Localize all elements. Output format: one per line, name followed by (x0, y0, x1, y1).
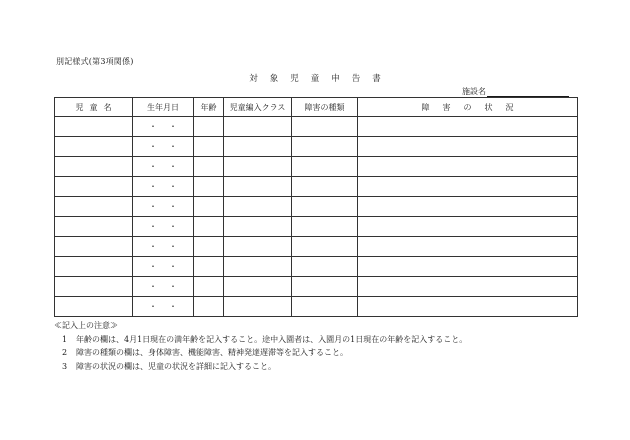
cell-age[interactable] (194, 237, 224, 257)
cell-disability-type[interactable] (292, 277, 358, 297)
cell-birthdate[interactable]: ・・ (133, 257, 194, 277)
document-reference: 別記様式(第3項関係) (56, 57, 134, 66)
cell-birthdate[interactable]: ・・ (133, 117, 194, 137)
cell-age[interactable] (194, 117, 224, 137)
column-header-disability-type: 障害の種類 (292, 98, 358, 117)
cell-age[interactable] (194, 257, 224, 277)
cell-disability-status[interactable] (358, 117, 578, 137)
cell-child-name[interactable] (55, 197, 133, 217)
cell-disability-type[interactable] (292, 217, 358, 237)
note-number: 2 (62, 348, 68, 358)
note-number: 3 (62, 361, 68, 371)
cell-age[interactable] (194, 197, 224, 217)
column-header-birthdate: 生年月日 (133, 98, 194, 117)
note-item (62, 360, 467, 374)
cell-disability-status[interactable] (358, 177, 578, 197)
column-header-disability-status: 障害の状況 (358, 98, 578, 117)
cell-class[interactable] (224, 157, 292, 177)
cell-age[interactable] (194, 217, 224, 237)
table-row (55, 157, 578, 177)
cell-age[interactable] (194, 277, 224, 297)
cell-disability-status[interactable] (358, 197, 578, 217)
cell-child-name[interactable] (55, 117, 133, 137)
cell-birthdate[interactable]: ・・ (133, 197, 194, 217)
note-item (62, 333, 467, 347)
cell-class[interactable] (224, 197, 292, 217)
cell-class[interactable] (224, 217, 292, 237)
cell-disability-type[interactable] (292, 137, 358, 157)
table-row (55, 177, 578, 197)
note-text: 障害の種類の欄は、身体障害、機能障害、精神発達遅滞等を記入すること。 (76, 348, 348, 358)
table-row (55, 277, 578, 297)
cell-class[interactable] (224, 277, 292, 297)
table-row (55, 117, 578, 137)
cell-age[interactable] (194, 157, 224, 177)
page-title: 対象児童申告書 (249, 74, 393, 84)
cell-disability-status[interactable] (358, 157, 578, 177)
cell-child-name[interactable] (55, 137, 133, 157)
notes-heading: ≪記入上の注意≫ (54, 321, 118, 330)
table-row (55, 137, 578, 157)
column-header-child-name: 児童名 (55, 98, 133, 117)
cell-disability-type[interactable] (292, 297, 358, 317)
cell-class[interactable] (224, 137, 292, 157)
cell-disability-type[interactable] (292, 117, 358, 137)
facility-name-field[interactable] (462, 86, 569, 97)
cell-disability-type[interactable] (292, 177, 358, 197)
cell-disability-status[interactable] (358, 217, 578, 237)
cell-disability-status[interactable] (358, 277, 578, 297)
cell-disability-status[interactable] (358, 257, 578, 277)
note-text: 障害の状況の欄は、児童の状況を詳細に記入すること。 (76, 361, 276, 371)
cell-class[interactable] (224, 257, 292, 277)
facility-name-blank-line[interactable] (487, 88, 569, 97)
table-row (55, 217, 578, 237)
cell-child-name[interactable] (55, 217, 133, 237)
cell-child-name[interactable] (55, 257, 133, 277)
cell-disability-status[interactable] (358, 297, 578, 317)
table-row (55, 237, 578, 257)
cell-child-name[interactable] (55, 277, 133, 297)
table-row (55, 257, 578, 277)
cell-age[interactable] (194, 137, 224, 157)
cell-child-name[interactable] (55, 177, 133, 197)
cell-birthdate[interactable]: ・・ (133, 237, 194, 257)
cell-class[interactable] (224, 237, 292, 257)
cell-birthdate[interactable]: ・・ (133, 137, 194, 157)
table-row (55, 197, 578, 217)
table-row (55, 297, 578, 317)
cell-disability-type[interactable] (292, 257, 358, 277)
cell-child-name[interactable] (55, 297, 133, 317)
column-header-age: 年齢 (194, 98, 224, 117)
cell-disability-status[interactable] (358, 237, 578, 257)
entry-notes (54, 319, 467, 373)
note-text: 年齢の欄は、4月1日現在の満年齢を記入すること。途中入園者は、入園月の1日現在の年齢を記入すること。 (76, 334, 468, 344)
table-header-row (55, 98, 578, 117)
cell-birthdate[interactable]: ・・ (133, 177, 194, 197)
cell-disability-status[interactable] (358, 137, 578, 157)
cell-child-name[interactable] (55, 157, 133, 177)
cell-class[interactable] (224, 117, 292, 137)
cell-birthdate[interactable]: ・・ (133, 297, 194, 317)
column-header-class: 児童編入クラス (224, 98, 292, 117)
cell-disability-type[interactable] (292, 197, 358, 217)
note-item (62, 346, 467, 360)
cell-birthdate[interactable]: ・・ (133, 277, 194, 297)
cell-disability-type[interactable] (292, 237, 358, 257)
cell-age[interactable] (194, 177, 224, 197)
cell-disability-type[interactable] (292, 157, 358, 177)
note-number: 1 (62, 334, 68, 344)
cell-class[interactable] (224, 177, 292, 197)
cell-class[interactable] (224, 297, 292, 317)
facility-name-label: 施設名 (462, 87, 486, 96)
cell-birthdate[interactable]: ・・ (133, 157, 194, 177)
cell-child-name[interactable] (55, 237, 133, 257)
declaration-table (54, 97, 578, 317)
cell-age[interactable] (194, 297, 224, 317)
cell-birthdate[interactable]: ・・ (133, 217, 194, 237)
